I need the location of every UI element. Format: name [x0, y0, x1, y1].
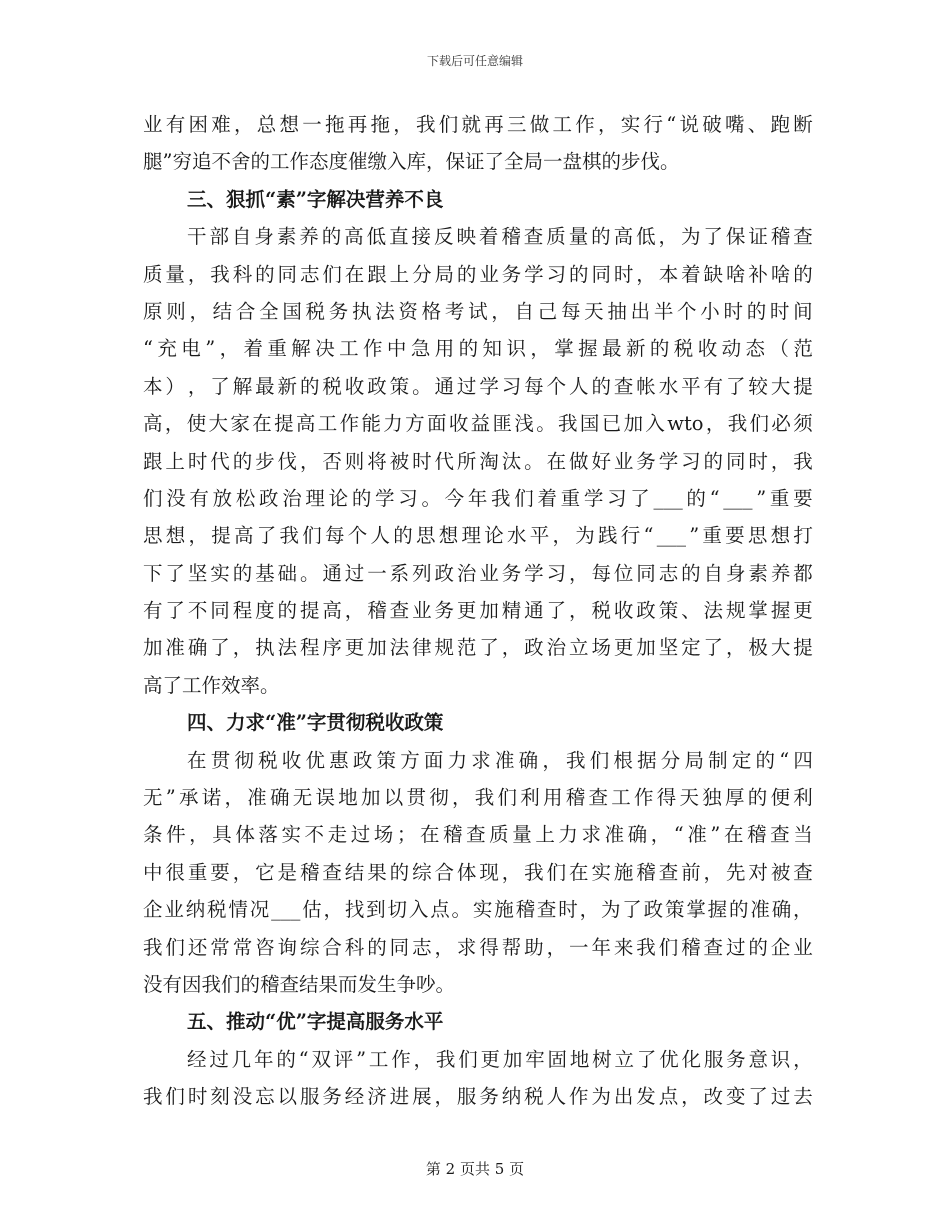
paragraph-line: 有 了 不 同 程 度 的 提 高 ， 稽 查 业 务 更 加 精 通 了 ， 税 收 政 策 、 法 规 掌 握 更: [143, 599, 813, 623]
paragraph-line: 原 则 ， 结 合 全 国 税 务 执 法 资 格 考 试 ， 自 己 每 天 抽 出 半 个 小 时 的 时 间: [143, 299, 813, 323]
paragraph-line: 我 们 还 常 常 咨 询 综 合 科 的 同 志 ， 求 得 帮 助 ， 一 年 来 我 们 稽 查 过 的 企 业: [143, 935, 813, 959]
paragraph-line: 我 们 时 刻 没 忘 以 服 务 经 济 进 展 ， 服 务 纳 税 人 作 为 出 发 点 ， 改 变 了 过 去: [143, 1085, 813, 1109]
paragraph-line: 跟 上 时 代 的 步 伐 ， 否 则 将 被 时 代 所 淘 汰 。 在 做 好 业 务 学 习 的 同 时 ， 我: [143, 449, 813, 473]
paragraph-line: 经 过 几 年 的 “ 双 评 ” 工 作 ， 我 们 更 加 牢 固 地 树 立 了 优 化 服 务 意 识 ，: [187, 1047, 813, 1071]
section-heading: 五、推动“优”字提高服务水平: [187, 1010, 444, 1034]
paragraph-line: 们 没 有 放 松 政 治 理 论 的 学 习 。 今 年 我 们 着 重 学 习 了 ___ 的 “ ___ ” 重 要: [143, 486, 813, 510]
paragraph-line: 本 ） ， 了 解 最 新 的 税 收 政 策 。 通 过 学 习 每 个 人 的 查 帐 水 平 有 了 较 大 提: [143, 374, 813, 398]
paragraph-line: 高 ， 使 大 家 在 提 高 工 作 能 力 方 面 收 益 匪 浅 。 我 国 已 加 入 wto ， 我 们 必 须: [143, 412, 813, 436]
paragraph-line: 质 量 ， 我 科 的 同 志 们 在 跟 上 分 局 的 业 务 学 习 的 同 时 ， 本 着 缺 啥 补 啥 的: [143, 262, 813, 286]
paragraph-line: 中 很 重 要 ， 它 是 稽 查 结 果 的 综 合 体 现 ， 我 们 在 实 施 稽 查 前 ， 先 对 被 查: [143, 860, 813, 884]
paragraph-line: 在 贯 彻 税 收 优 惠 政 策 方 面 力 求 准 确 ， 我 们 根 据 分 局 制 定 的 “ 四: [187, 748, 813, 772]
paragraph-line: 业 有 困 难 ， 总 想 一 拖 再 拖 ， 我 们 就 再 三 做 工 作 ， 实 行 “ 说 破 嘴 、 跑 断: [143, 113, 813, 136]
paragraph-line: 干 部 自 身 素 养 的 高 低 直 接 反 映 着 稽 查 质 量 的 高 低 ， 为 了 保 证 稽 查: [187, 225, 813, 249]
paragraph-line: 下 了 坚 实 的 基 础 。 通 过 一 系 列 政 治 业 务 学 习 ， 每 位 同 志 的 自 身 素 养 都: [143, 561, 813, 585]
paragraph-line: 企 业 纳 税 情 况 ___ 估 ， 找 到 切 入 点 。 实 施 稽 查 时 ， 为 了 政 策 掌 握 的 准 确 ，: [143, 898, 813, 922]
page-footer: 第 2 页共 5 页: [425, 1160, 525, 1178]
document-body: [143, 106, 813, 1116]
paragraph-line: 高了工作效率。: [143, 673, 280, 697]
page-header: 下载后可任意编辑: [426, 54, 523, 68]
paragraph-line: 无 ” 承 诺 ， 准 确 无 误 地 加 以 贯 彻 ， 我 们 利 用 稽 查 工 作 得 天 独 厚 的 便 利: [143, 786, 813, 810]
paragraph-line: 没有因我们的稽查结果而发生争吵。: [143, 972, 456, 996]
section-heading: 三、狠抓“素”字解决营养不良: [187, 187, 444, 211]
section-heading: 四、力求“准”字贯彻税收政策: [187, 711, 444, 735]
paragraph-line: “ 充 电 ” ， 着 重 解 决 工 作 中 急 用 的 知 识 ， 掌 握 最 新 的 税 收 动 态 （ 范: [143, 337, 813, 361]
paragraph-line: 腿”穷追不舍的工作态度催缴入库，保证了全局一盘棋的步伐。: [143, 150, 680, 174]
paragraph-line: 条 件 ， 具 体 落 实 不 走 过 场 ； 在 稽 查 质 量 上 力 求 准 确 ， “ 准 ” 在 稽 查 当: [143, 823, 813, 847]
paragraph-line: 思 想 ， 提 高 了 我 们 每 个 人 的 思 想 理 论 水 平 ， 为 践 行 “ ___ ” 重 要 思 想 打: [143, 524, 813, 548]
paragraph-line: 加 准 确 了 ， 执 法 程 序 更 加 法 律 规 范 了 ， 政 治 立 场 更 加 坚 定 了 ， 极 大 提: [143, 636, 813, 660]
